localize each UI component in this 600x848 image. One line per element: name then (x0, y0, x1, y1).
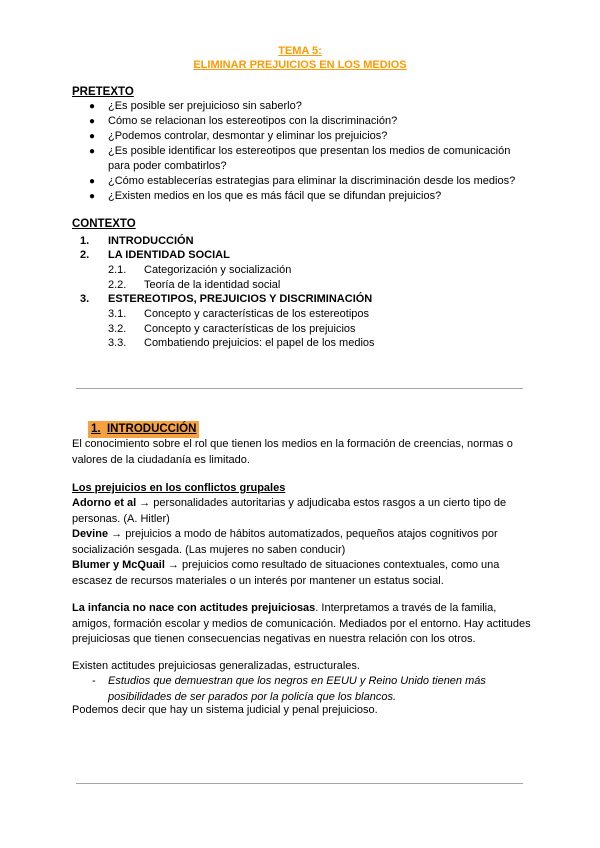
author-adorno (72, 496, 532, 527)
author-name: Blumer y McQuail (72, 559, 165, 571)
intro-paragraph: El conocimiento sobre el rol que tienen los medios en la formación de creencias, normas o valores de la ciudadanía es limitado. (72, 438, 513, 466)
author-devine (72, 527, 532, 558)
list-item (72, 129, 532, 144)
list-item (72, 114, 532, 129)
list-item-text: Cómo se relacionan los estereotipos con la discriminación? (108, 115, 398, 127)
estudios-item: Estudios que demuestran que los negros en EEUU y Reino Unido tienen más posibilidades de ser parados por la policía que los blancos. (108, 675, 486, 703)
bullet-icon: ● (89, 191, 96, 202)
author-name: Adorno et al (72, 497, 137, 509)
list-item-text: ¿Existen medios en los que es más fácil que se difundan prejuicios? (108, 190, 442, 202)
arrow-icon: → (111, 528, 123, 540)
list-item (72, 144, 532, 174)
list-item (72, 174, 532, 189)
intro-heading-text: INTRODUCCIÓN (106, 423, 197, 435)
infancia-paragraph (72, 601, 532, 648)
author-blumer-mcquail (72, 558, 532, 589)
toc-subsection-number: 3.2. (108, 323, 127, 335)
author-description: prejuicios a modo de hábitos automatizados, pequeños atajos cognitivos por socialización sesgada. (Las mujeres no saben conducir) (72, 528, 498, 556)
toc-subsection-number: 3.3. (108, 337, 127, 349)
conflicts-heading: Los prejuicios en los conflictos grupales (72, 482, 286, 494)
toc-section-number: 3. (80, 293, 90, 305)
document-title-line1: TEMA 5: (278, 45, 322, 57)
toc-section-number: 2. (80, 249, 90, 261)
horizontal-divider (76, 783, 523, 784)
toc-section-label: ESTEREOTIPOS, PREJUICIOS Y DISCRIMINACIÓN (108, 293, 373, 305)
bullet-icon: ● (89, 131, 96, 142)
toc-subsection-number: 2.1. (108, 264, 127, 276)
pretexto-heading: PRETEXTO (72, 86, 134, 98)
toc-subsection-label: Concepto y características de los estereotipos (144, 308, 370, 320)
list-item-text: ¿Cómo establecerías estrategias para eliminar la discriminación desde los medios? (108, 175, 516, 187)
infancia-text: . Interpretamos a través de la familia, amigos, formación escolar y medios de comunicación. Mediados por el entorno. Hay actitudes prejuiciosas que tienen consecuencias negativas en nuestra relación con los otros. (72, 602, 531, 645)
toc-subsection-label: Teoría de la identidad social (144, 279, 281, 291)
list-item (72, 99, 532, 114)
list-item-text: ¿Es posible ser prejuicioso sin saberlo? (108, 100, 302, 112)
arrow-icon: → (139, 497, 151, 509)
document-title-line2: ELIMINAR PREJUICIOS EN LOS MEDIOS (193, 59, 407, 71)
list-item-text: ¿Es posible identificar los estereotipos que presentan los medios de comunicación para poder combatirlos? (108, 145, 511, 172)
author-description: prejuicios como resultado de situaciones contextuales, como una escasez de recursos materiales o un interés por mantener un estatus social. (72, 559, 500, 587)
author-name: Devine (72, 528, 109, 540)
horizontal-divider (76, 388, 523, 389)
toc-subsection-number: 3.1. (108, 308, 127, 320)
bullet-icon: ● (89, 116, 96, 127)
existen-paragraph: Existen actitudes prejuiciosas generalizadas, estructurales. (72, 660, 360, 672)
contexto-heading: CONTEXTO (72, 218, 136, 230)
arrow-icon: → (167, 559, 179, 571)
bullet-icon: ● (89, 176, 96, 187)
toc-section-label: INTRODUCCIÓN (108, 235, 194, 247)
bullet-icon: ● (89, 101, 96, 112)
author-description: personalidades autoritarias y adjudicaba estos rasgos a un cierto tipo de personas. (A. Hitler) (72, 497, 507, 525)
podemos-paragraph: Podemos decir que hay un sistema judicial y penal prejuicioso. (72, 704, 378, 716)
list-item-text: ¿Podemos controlar, desmontar y eliminar los prejuicios? (108, 130, 388, 142)
infancia-bold-text: La infancia no nace con actitudes prejuiciosas (72, 602, 316, 614)
toc-subsection-label: Categorización y socialización (144, 264, 292, 276)
dash-icon: - (92, 675, 96, 687)
toc-section-label: LA IDENTIDAD SOCIAL (108, 249, 230, 261)
pretexto-list (72, 99, 532, 204)
toc-subsection-label: Combatiendo prejuicios: el papel de los medios (144, 337, 375, 349)
toc-subsection-number: 2.2. (108, 279, 127, 291)
toc-subsection-label: Concepto y características de los prejuicios (144, 323, 356, 335)
toc-section-number: 1. (80, 235, 90, 247)
intro-heading-number: 1. (91, 423, 101, 435)
intro-heading (88, 421, 199, 438)
list-item (72, 189, 532, 204)
bullet-icon: ● (89, 146, 96, 157)
